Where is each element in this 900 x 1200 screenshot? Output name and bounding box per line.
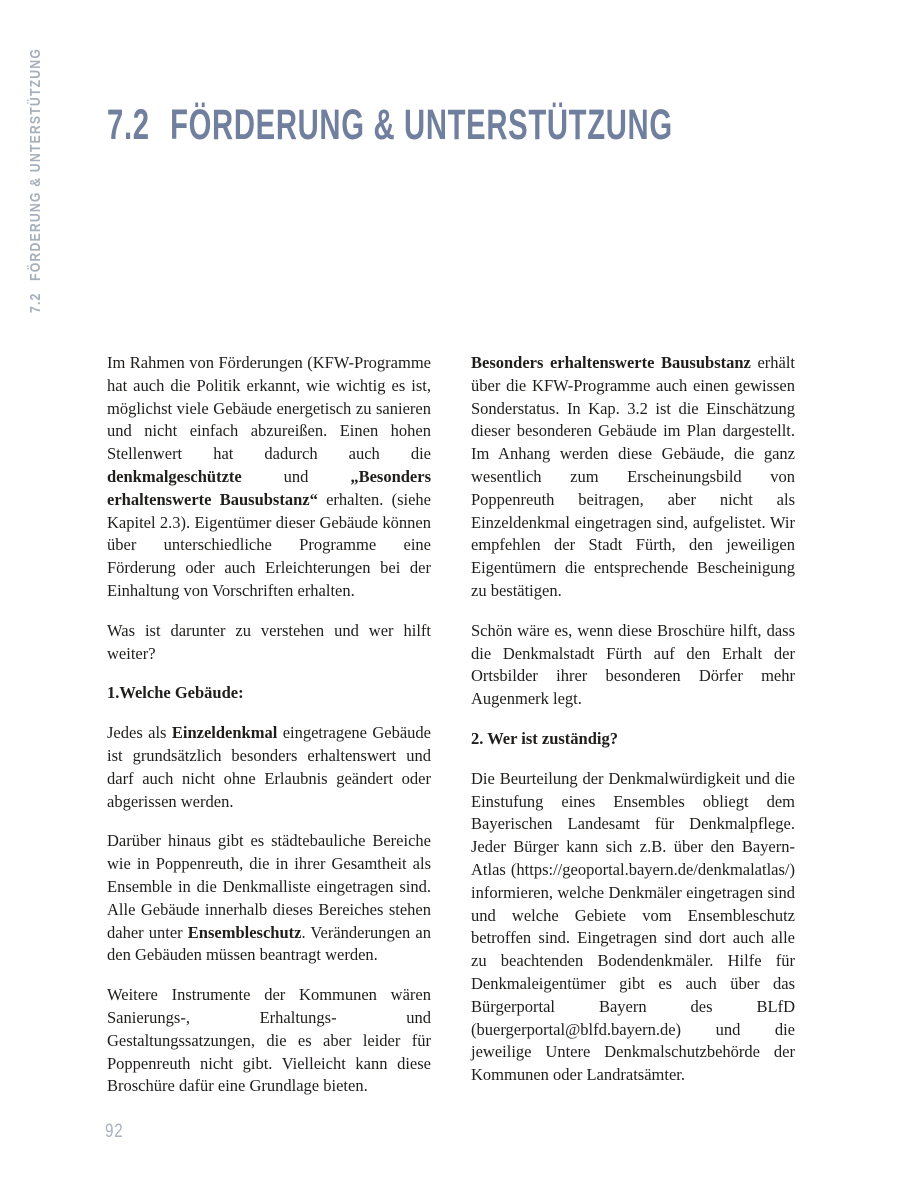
page-number: 92	[105, 1121, 124, 1142]
section-heading	[107, 101, 673, 150]
paragraph: Jedes als Einzeldenkmal eingetragene Gebäude ist grundsätzlich besonders erhaltenswert und darf auch nicht ohne Erlaubnis geändert oder abgerissen werden.	[107, 723, 431, 811]
sidebar-section-number: 7.2	[27, 292, 44, 313]
heading-number: 7.2	[107, 101, 150, 149]
text-column-left	[107, 352, 431, 1098]
paragraph: Weitere Instrumente der Kommunen wären Sanierungs-, Erhaltungs- und Gestaltungssatzungen, die es aber leider für Poppenreuth nicht gibt. Vielleicht kann diese Broschüre dafür eine Grundlage bieten.	[107, 985, 431, 1096]
sidebar-section-label	[27, 48, 44, 313]
paragraph: Schön wäre es, wenn diese Broschüre hilft, dass die Denkmalstadt Fürth auf den Erhalt der Ortsbilder ihrer besonderen Dörfer mehr Augenmerk legt.	[471, 620, 795, 709]
subheading: 1.Welche Gebäude:	[107, 683, 244, 703]
paragraph: Was ist darunter zu verstehen und wer hilft weiter?	[107, 620, 431, 663]
paragraph: Darüber hinaus gibt es städtebauliche Bereiche wie in Poppenreuth, die in ihrer Gesamtheit als Ensemble in die Denkmalliste eingetragen sind. Alle Gebäude innerhalb dieses Bereiches stehen daher unter Ensembleschutz. Veränderungen an den Gebäuden müssen beantragt werden.	[107, 831, 431, 965]
text-column-right	[471, 352, 795, 1098]
paragraph: Besonders erhaltenswerte Bausubstanz erhält über die KFW-Programme auch einen gewissen Sonderstatus. In Kap. 3.2 ist die Einschätzung dieser besonderen Gebäude im Plan dargestellt. Im Anhang werden diese Gebäude, die ganz wesentlich zum Erscheinungsbild von Poppenreuth beitragen, aber nicht als Einzeldenkmal eingetragen sind, aufgelistet. Wir empfehlen der Stadt Fürth, den jeweiligen Eigentümern die entsprechende Bescheinigung zu bestätigen.	[471, 353, 795, 600]
body-columns	[107, 352, 795, 1098]
sidebar-section-title: FÖRDERUNG & UNTERSTÜTZUNG	[27, 47, 44, 281]
paragraph: Die Beurteilung der Denkmalwürdigkeit und die Einstufung eines Ensembles obliegt dem Bayerischen Landesamt für Denkmalpflege. Jeder Bürger kann sich z.B. über den Bayern-Atlas (https://geoportal.bayern.de/denkmalatlas/) informieren, welche Denkmäler eingetragen sind und welche Gebiete vom Ensembleschutz betroffen sind. Eingetragen sind dort auch alle zu beachtenden Bodendenkmäler. Hilfe für Denkmaleigentümer gibt es auch über das Bürgerportal Bayern des BLfD (buergerportal@blfd.bayern.de) und die jeweilige Untere Denkmalschutzbehörde der Kommunen oder Landratsämter.	[471, 768, 795, 1085]
paragraph: Im Rahmen von Förderungen (KFW-Programme hat auch die Politik erkannt, wie wichtig es ist, möglichst viele Gebäude energetisch zu sanieren und nicht einfach abzureißen. Einen hohen Stellenwert hat dadurch auch die denkmalgeschützte und „Besonders erhaltenswerte Bausubstanz“ erhalten. (siehe Kapitel 2.3). Eigentümer dieser Gebäude können über unterschiedliche Programme eine Förderung oder auch Erleichterungen bei der Einhaltung von Vorschriften erhalten.	[107, 353, 432, 600]
subheading: 2. Wer ist zuständig?	[471, 728, 618, 748]
heading-title: FÖRDERUNG & UNTERSTÜTZUNG	[170, 101, 673, 149]
